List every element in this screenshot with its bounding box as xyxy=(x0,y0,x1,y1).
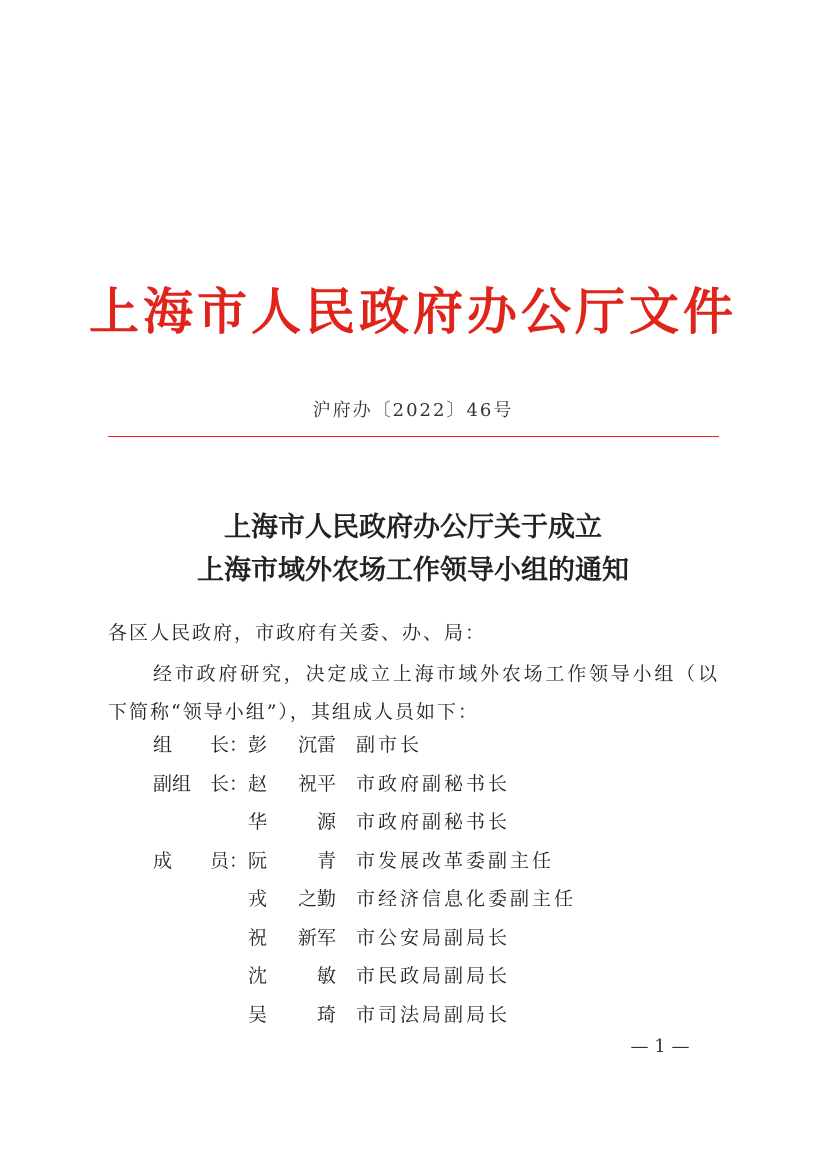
roster-name: 沈 敏 xyxy=(248,965,336,987)
roster-name: 戎 之勤 xyxy=(248,888,336,910)
body-paragraph: 经市政府研究，决定成立上海市域外农场工作领导小组（以下简称“领导小组”），其组成人员如下： xyxy=(108,663,719,723)
roster-post: 市民政局副局长 xyxy=(356,965,511,987)
notice-title-line-1: 上海市人民政府办公厅关于成立 xyxy=(224,512,602,543)
roster-row xyxy=(153,729,576,768)
roster-name: 阮 青 xyxy=(248,849,337,872)
roster-colon xyxy=(229,922,248,961)
roster-post: 市发展改革委副主任 xyxy=(356,849,555,872)
roster-colon xyxy=(229,806,248,845)
roster-role: 副组 长 xyxy=(153,772,229,795)
roster-row xyxy=(153,845,576,884)
page-number: — 1 — xyxy=(630,1036,690,1057)
notice-title xyxy=(0,506,826,592)
roster-colon xyxy=(229,999,248,1038)
roster-name: 祝 新军 xyxy=(248,926,336,949)
roster-colon xyxy=(229,883,248,922)
roster-post: 副市长 xyxy=(356,734,423,756)
document-header-title: 上海市人民政府办公厅文件 xyxy=(89,282,737,341)
roster-post: 市司法局副局长 xyxy=(356,1003,511,1026)
roster-colon: ： xyxy=(229,849,249,872)
roster-role: 组 长 xyxy=(153,734,229,756)
roster-colon: ： xyxy=(229,734,249,756)
salutation: 各区人民政府，市政府有关委、办、局： xyxy=(108,622,487,644)
roster-name: 赵 祝平 xyxy=(248,772,337,795)
roster-role xyxy=(153,999,229,1038)
roster-role xyxy=(153,922,229,961)
roster-colon: ： xyxy=(229,772,249,795)
roster-row xyxy=(153,999,576,1038)
roster-role xyxy=(153,883,229,922)
roster-role xyxy=(153,806,229,845)
roster-post: 市政府副秘书长 xyxy=(356,772,511,795)
roster-name: 彭 沉雷 xyxy=(248,734,337,756)
roster-role xyxy=(153,960,229,999)
red-separator-line xyxy=(108,436,719,437)
roster-name: 吴 琦 xyxy=(248,1003,336,1026)
roster-role: 成 员 xyxy=(153,849,229,872)
document-number: 沪府办〔2022〕46号 xyxy=(312,400,514,421)
member-roster xyxy=(153,729,576,1037)
roster-row xyxy=(153,883,576,922)
roster-colon xyxy=(229,960,248,999)
roster-row xyxy=(153,960,576,999)
roster-row xyxy=(153,806,576,845)
roster-name: 华 源 xyxy=(248,811,336,833)
roster-post: 市政府副秘书长 xyxy=(356,811,511,833)
roster-row xyxy=(153,922,576,961)
notice-title-line-2: 上海市域外农场工作领导小组的通知 xyxy=(197,555,629,586)
roster-post: 市公安局副局长 xyxy=(356,926,511,949)
roster-post: 市经济信息化委副主任 xyxy=(356,888,577,910)
roster-row xyxy=(153,768,576,807)
